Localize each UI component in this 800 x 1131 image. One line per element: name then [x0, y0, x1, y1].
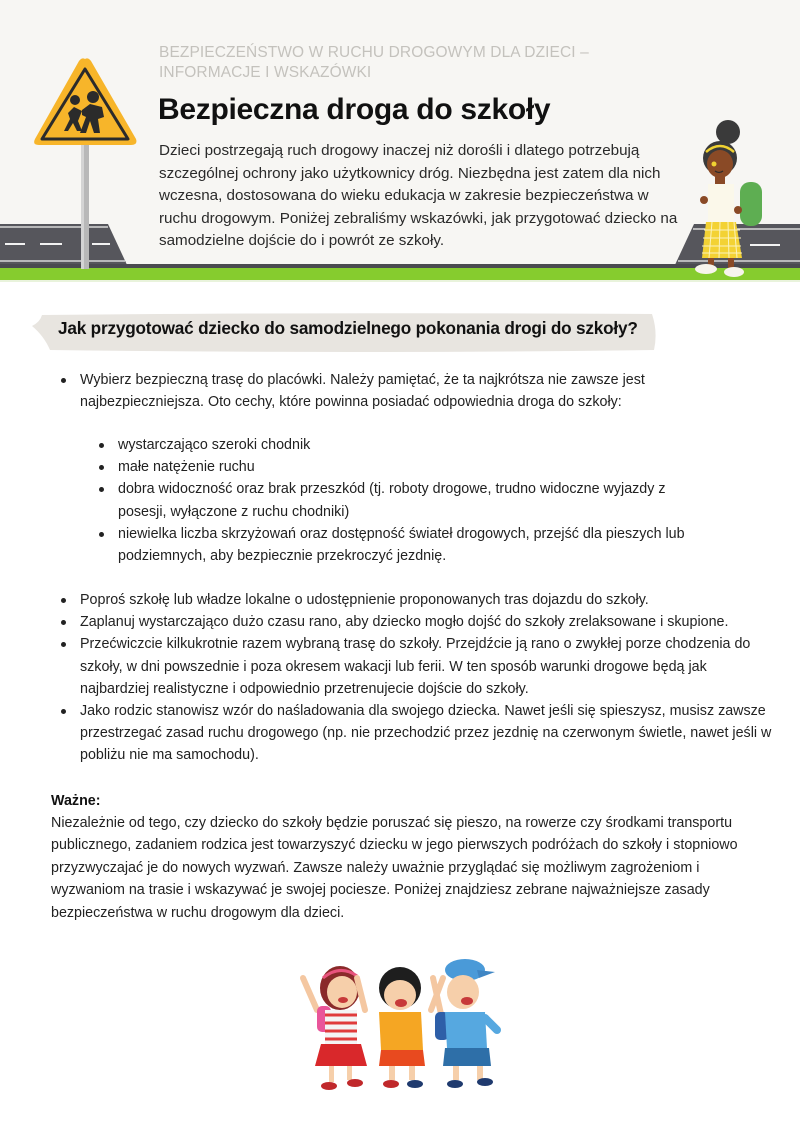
- list-item: Przećwiczcie kilkukrotnie razem wybraną trasę do szkoły. Przejdźcie ją rano o zwykłej porze chodzenia do szkoły, w dni powszednie i poza okresem wakacji lub ferii. W ten sposób warunki drogowe będą jak najbardziej realistyczne i odpowiednio przetrenujecie dojście do szkoły.: [56, 633, 776, 700]
- intro-paragraph: Dzieci postrzegają ruch drogowy inaczej niż dorośli i dlatego potrzebują szczególnej ochrony jako użytkownicy dróg. Niezbędna jest zatem dla nich wczesna, dostosowana do wieku edukacja w zakresie bezpieczeństwa w ruchu drogowym. Poniżej zebraliśmy wskazówki, jak przygotować dziecko na samodzielne dojście do i powrót ze szkoły.: [159, 142, 678, 250]
- header-banner: [0, 0, 800, 282]
- list-item: Poproś szkołę lub władze lokalne o udostępnienie proponowanych tras dojazdu do szkoły.: [56, 589, 776, 611]
- important-paragraph: Niezależnie od tego, czy dziecko do szkoły będzie poruszać się pieszo, na rowerze czy środkami transportu publicznego, zadaniem rodzica jest towarzyszyć dziecku w jego pierwszych podróżach do szkoły i stopniowo przyzwyczajać je do nowych wyzwań. Zawsze należy uważnie przyglądać się możliwym zagrożeniom i wyzwaniom na trasie i wskazywać je swojej pociesze. Poniżej znajdziesz zebrane najważniejsze zasady bezpieczeństwa w ruchu drogowym dla dzieci.: [51, 815, 738, 921]
- list-item: Wybierz bezpieczną trasę do placówki. Należy pamiętać, że ta najkrótsza nie zawsze jest najbezpieczniejsza. Oto cechy, które powinna posiadać odpowiednia droga do szkoły:: [56, 369, 766, 413]
- list-item: Zaplanuj wystarczająco dużo czasu rano, aby dziecko mogło dojść do szkoły zrelaksowane i skupione.: [56, 611, 776, 633]
- list-item: dobra widoczność oraz brak przeszkód (tj. roboty drogowe, trudno widoczne wyjazdy z posesji, wyłączone z ruchu chodniki): [94, 478, 714, 522]
- list-item: niewielka liczba skrzyżowań oraz dostępność świateł drogowych, przejść dla pieszych lub podziemnych, aby bezpiecznie przekroczyć jezdnię.: [94, 523, 714, 567]
- tips-list-primary: [56, 369, 766, 413]
- grass-divider: [0, 280, 800, 282]
- schoolchildren-illustration: [295, 948, 505, 1098]
- list-item: wystarczająco szeroki chodnik: [94, 434, 714, 456]
- section-heading: Jak przygotować dziecko do samodzielnego pokonania drogi do szkoły?: [58, 318, 638, 338]
- route-features-list: [94, 434, 714, 567]
- children-crossing-sign-icon: [30, 55, 140, 270]
- important-label: Ważne:: [51, 793, 101, 809]
- boy-child-figure-middle: [357, 967, 443, 1088]
- tips-list-secondary: [56, 589, 776, 767]
- list-item: Jako rodzic stanowisz wzór do naśladowania dla swojego dziecka. Nawet jeśli się spieszysz, musisz zawsze przestrzegać zasad ruchu drogowego (np. nie przechodzić przez jezdnię na czerwonym świetle, nawet jeśli w pobliżu nie ma samochodu).: [56, 700, 776, 767]
- girl-walking-illustration: [690, 118, 770, 278]
- page-kicker: BEZPIECZEŃSTWO W RUCHU DROGOWYM DLA DZIECI – INFORMACJE I WSKAZÓWKI: [159, 44, 589, 81]
- page-title: Bezpieczna droga do szkoły: [158, 93, 551, 126]
- list-item: małe natężenie ruchu: [94, 456, 714, 478]
